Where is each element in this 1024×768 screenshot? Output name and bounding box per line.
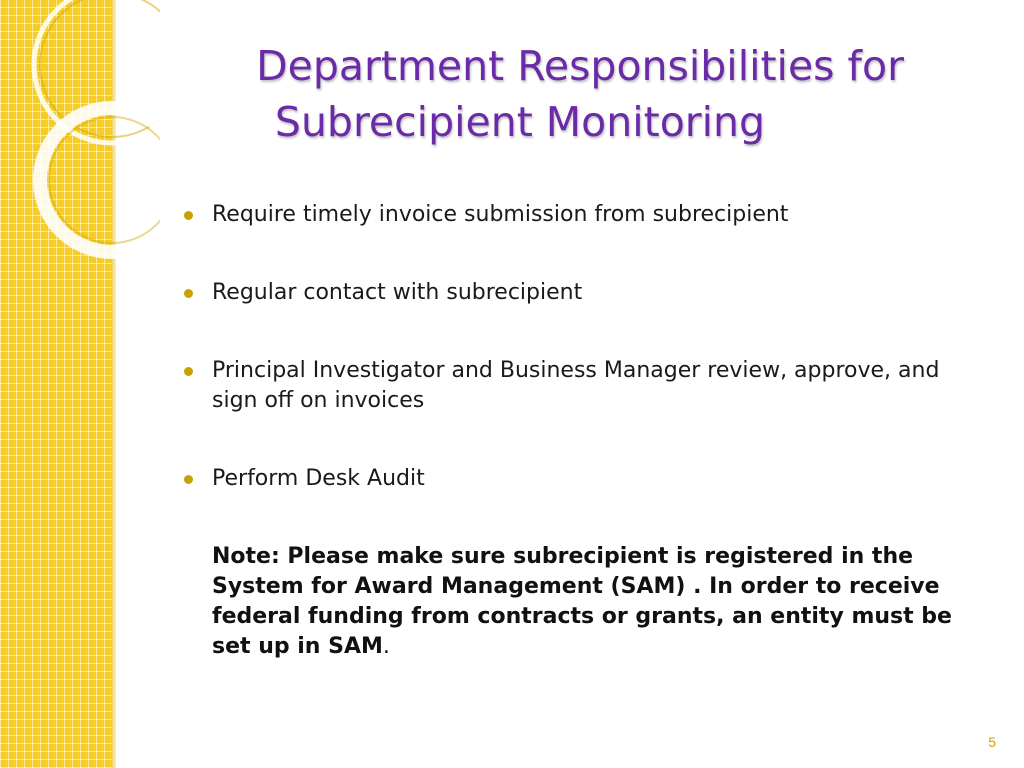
note-text: Note: Please make sure subrecipient is registered in the System for Award Management (SAM) . In order to receive federal funding from contracts or grants, an entity must be set up in SAM (212, 544, 952, 659)
bullet-item (184, 356, 984, 416)
bullet-dot-icon (184, 367, 193, 376)
bullet-item (184, 464, 984, 494)
bullet-item (184, 278, 984, 308)
page-number: 5 (988, 734, 996, 750)
bullet-text: Perform Desk Audit (212, 466, 425, 491)
bullet-list (184, 200, 984, 542)
slide-title (150, 38, 1010, 150)
title-line-2: Subrecipient Monitoring (274, 98, 766, 146)
bullet-text: Require timely invoice submission from subrecipient (212, 202, 789, 227)
bullet-text: Regular contact with subrecipient (212, 280, 583, 305)
bullet-dot-icon (184, 289, 193, 298)
sam-note (212, 542, 992, 662)
note-period: . (382, 634, 390, 659)
bullet-text: Principal Investigator and Business Manager review, approve, and sign off on invoices (212, 358, 940, 413)
bullet-item (184, 200, 984, 230)
bullet-dot-icon (184, 211, 193, 220)
bullet-dot-icon (184, 475, 193, 484)
title-line-1: Department Responsibilities for (256, 42, 904, 90)
